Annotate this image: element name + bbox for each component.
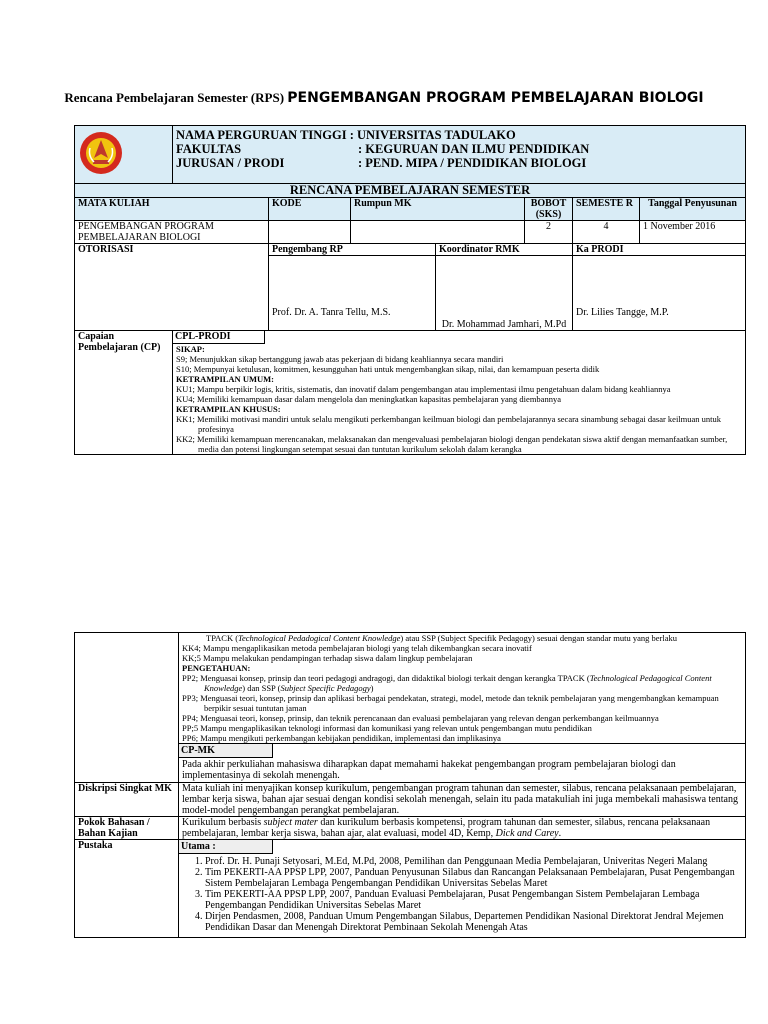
course-rumpun [351, 221, 525, 244]
dept-value: : PEND. MIPA / PENDIDIKAN BIOLOGI [358, 156, 587, 170]
kaprodi-name: Dr. Lilies Tangge, M.P. [573, 256, 746, 331]
institution-name: NAMA PERGURUAN TINGGI : UNIVERSITAS TADULAKO [176, 128, 516, 142]
pengetahuan-label: PENGETAHUAN [182, 663, 248, 673]
course-name: PENGEMBANGAN PROGRAM PEMBELAJARAN BIOLOGI [75, 221, 269, 244]
cp-kk4: KK4; Mampu mengaplikasikan metoda pembelajaran biologi yang telah dikembangkan secara inovatif [182, 643, 532, 653]
deskripsi-label: Diskripsi Singkat MK [75, 783, 179, 817]
cp-pp5: PP;5 Mampu mengaplikasikan teknologi informasi dan komunikasi yang relevan untuk pengembangan mutu pendidikan [182, 723, 592, 733]
cp-s10: S10; Mempunyai ketulusan, komitmen, kesungguhan hati untuk mengembangkan sikap, nilai, dan kemampuan peserta didik [176, 364, 600, 374]
cp-pp6: PP6; Mampu mengikuti perkembangan kebijakan pendidikan, implementasi dan implikasinya [182, 733, 501, 743]
cp-kk1: KK1; Memiliki motivasi mandiri untuk selalu mengikuti perkembangan keilmuan biologi dan pembelajarannya secara sinambung sebagai dasar keilmuan untuk profesinya [176, 414, 722, 434]
ku-label: KETRAMPILAN UMUM [176, 374, 272, 384]
col-kode: KODE [269, 198, 351, 221]
reference-item: 3. Tim PEKERTI-AA PPSP LPP, 2007, Panduan Evaluasi Pembelajaran, Pusat Pengembangan Sistem Pembelajaran Lembaga Pengembangan Pendidikan Universitas Sebelas Maret [205, 889, 745, 911]
dept-label: JURUSAN / PRODI [176, 156, 285, 170]
koordinator-label: Koordinator RMK [436, 244, 573, 256]
reference-item: 4. Dirjen Pendasmen, 2008, Panduan Umum Pengembangan Silabus, Departemen Pendidikan Nasional Direktorat Jendral Mejemen Pendidikan Dasar dan Menengah Direktorat Pembinaan Sekolah Menengah Atas [205, 911, 745, 933]
cp-pp4: PP4; Menguasai teori, konsep, prinsip, dan teknik perencanaan dan evaluasi pembelajaran yang relevan dengan perkembangan keilmuannya [182, 713, 659, 723]
sikap-label: SIKAP [176, 344, 202, 354]
cpmk-text: Pada akhir perkuliahan mahasiswa diharapkan dapat memahami hakekat pengembangan program pembelajaran biologi dan implementasinya di sekolah menengah. [182, 759, 676, 781]
cp-s9: S9; Menunjukkan sikap bertanggung jawab atas pekerjaan di bidang keahliannya secara mandiri [176, 354, 504, 364]
col-semester: SEMESTE R [573, 198, 640, 221]
rps-continuation-table [74, 632, 746, 938]
pustaka-label: Pustaka [75, 840, 179, 938]
cp-content: CPL-PRODI SIKAP: S9; Menunjukkan sikap bertanggung jawab atas pekerjaan di bidang keahliannya secara mandiri S10; Mempunyai ketulusan, komitmen, kesungguhan hati untuk mengembangkan sikap, nilai, dan kemampuan peserta didik KETRAMPILAN UMUM: KU1; Mampu berpikir logis, kritis, sistematis, dan inovatif dalam pengembangan atau implementasi ilmu pengetahuan dalam bidang keahliannya KU4; Memiliki kemampuan dasar dalam mengelola dan meningkatkan kapasitas pembelajaran yang diembannya KETRAMPILAN KHUSUS: KK1; Memiliki motivasi mandiri untuk selalu mengikuti perkembangan keilmuan biologi dan pembelajarannya secara sinambung sebagai dasar keilmuan untuk profesinya KK2; Memiliki kemampuan merencanakan, melaksanakan dan mengevaluasi pembelajaran biologi dengan pendekatan siswa aktif dengan memanfaatkan sumber, media dan potensi lingkungan setempat sesuai dan tuntutan kurikulum sekolah dalam kerangka [173, 331, 746, 455]
page-title [0, 90, 768, 106]
pokok-bahasan-text: Kurikulum berbasis subject mater dan kurikulum berbasis kompetensi, program tahunan dan semester, silabus, rencana pelaksanaan pembelajaran, lembar kerja siswa, bahan ajar, alat evaluasi, model 4D, Kemp, Dick and Carey. [179, 817, 746, 840]
reference-list [179, 854, 745, 937]
cp-kk2: KK2; Memiliki kemampuan merencanakan, melaksanakan dan mengevaluasi pembelajaran biologi dengan pendekatan siswa aktif dengan memanfaatkan sumber, media dan potensi lingkungan setempat sesuai dan tuntutan kurikulum sekolah dalam kerangka [176, 434, 728, 454]
kaprodi-label: Ka PRODI [573, 244, 746, 256]
cp-pp2: PP2; Menguasai konsep, prinsip dan teori pedagogi andragogi, dan didaktikal biologi terkait dengan kerangka TPACK (Technological Pedagogical Content Knowledge) dan SSP (Subject Specific Pedagogy) [182, 673, 712, 693]
university-logo-icon [78, 130, 124, 176]
cp-label: Capaian Pembelajaran (CP) [75, 331, 173, 455]
koordinator-name: Dr. Mohammad Jamhari, M.Pd [436, 256, 573, 331]
faculty-label: FAKULTAS [176, 142, 242, 156]
cp-kk2-cont: TPACK (Technological Pedadogical Content Knowledge) atau SSP (Subject Specifik Pedagogy) sesuai dengan standar mutu yang berlaku [206, 633, 677, 643]
cp-kk5: KK;5 Mampu melakukan pendampingan terhadap siswa dalam lingkup pembelajaran [182, 653, 473, 663]
pengembang-name: Prof. Dr. A. Tanra Tellu, M.S. [269, 256, 436, 331]
otorisasi-label: OTORISASI [75, 244, 269, 331]
cp-ku4: KU4; Memiliki kemampuan dasar dalam mengelola dan meningkatkan kapasitas pembelajaran yang diembannya [176, 394, 561, 404]
rps-header-table [74, 125, 746, 455]
faculty-value: : KEGURUAN DAN ILMU PENDIDIKAN [358, 142, 590, 156]
cpmk-label: CP-MK [179, 744, 273, 758]
institution-block [173, 126, 746, 184]
course-kode [269, 221, 351, 244]
cpl-prodi-label: CPL-PRODI [175, 331, 231, 342]
cp-pp3: PP3; Menguasai teori, konsep, prinsip dan aplikasi berbagai pendekatan, strategi, model, metode dan teknik pembelajaran yang mengembangkan kemampuan berpikir sesuai tuntutan jaman [182, 693, 719, 713]
logo-cell [75, 126, 173, 184]
course-tanggal: 1 November 2016 [640, 221, 746, 244]
col-mata-kuliah: MATA KULIAH [75, 198, 269, 221]
pustaka-content [179, 840, 746, 938]
col-tanggal: Tanggal Penyusunan [640, 198, 746, 221]
reference-item: 2. Tim PEKERTI-AA PPSP LPP, 2007, Panduan Penyusunan Silabus dan Rancangan Pelaksanaan Pembelajaran, Pusat Pengembangan Sistem Pembelajaran Lembaga Pengembangan Pendidikan Universitas Sebelas Maret [205, 867, 745, 889]
cpmk-cell [179, 744, 746, 783]
utama-label: Utama : [179, 840, 273, 854]
cp-cont-label-cell [75, 633, 179, 783]
title-prefix: Rencana Pembelajaran Semester (RPS) [64, 90, 285, 105]
reference-item: 1. Prof. Dr. H. Punaji Setyosari, M.Ed, M.Pd, 2008, Pemilihan dan Penggunaan Media Pembelajaran, Univeritas Negeri Malang [205, 856, 745, 867]
cp-ku1: KU1; Mampu berpikir logis, kritis, sistematis, dan inovatif dalam pengembangan atau implementasi ilmu pengetahuan dalam bidang keahliannya [176, 384, 671, 394]
deskripsi-text: Mata kuliah ini menyajikan konsep kurikulum, pengembangan program tahunan dan semester, silabus, rencana pelaksanaan pembelajaran, lembar kerja siswa, bahan ajar sesuai dengan kondisi sekolah menengah, selain itu pada matakuliah ini juga membekali mahasiswa tentang model-model pengembangan perangkat pembelajaran. [179, 783, 746, 817]
rps-title: RENCANA PEMBELAJARAN SEMESTER [75, 184, 746, 198]
pengembang-label: Pengembang RP [269, 244, 436, 256]
pokok-bahasan-label: Pokok Bahasan / Bahan Kajian [75, 817, 179, 840]
kk-label: KETRAMPILAN KHUSUS [176, 404, 278, 414]
col-bobot: BOBOT (SKS) [525, 198, 573, 221]
col-rumpun: Rumpun MK [351, 198, 525, 221]
course-bobot: 2 [525, 221, 573, 244]
course-semester: 4 [573, 221, 640, 244]
title-main: PENGEMBANGAN PROGRAM PEMBELAJARAN BIOLOGI [287, 90, 704, 106]
cp-cont-content: TPACK (Technological Pedadogical Content Knowledge) atau SSP (Subject Specifik Pedagogy) sesuai dengan standar mutu yang berlaku KK4; Mampu mengaplikasikan metoda pembelajaran biologi yang telah dikembangkan secara inovatif KK;5 Mampu melakukan pendampingan terhadap siswa dalam lingkup pembelajaran PENGETAHUAN: PP2; Menguasai konsep, prinsip dan teori pedagogi andragogi, dan didaktikal biologi terkait dengan kerangka TPACK (Technological Pedagogical Content Knowledge) dan SSP (Subject Specific Pedagogy) PP3; Menguasai teori, konsep, prinsip dan aplikasi berbagai pendekatan, strategi, model, metode dan teknik pembelajaran yang mengembangkan kemampuan berpikir sesuai tuntutan jaman PP4; Menguasai teori, konsep, prinsip, dan teknik perencanaan dan evaluasi pembelajaran yang relevan dengan perkembangan keilmuannya PP;5 Mampu mengaplikasikan teknologi informasi dan komunikasi yang relevan untuk pengembangan mutu pendidikan PP6; Mampu mengikuti perkembangan kebijakan pendidikan, implementasi dan implikasinya [179, 633, 746, 744]
